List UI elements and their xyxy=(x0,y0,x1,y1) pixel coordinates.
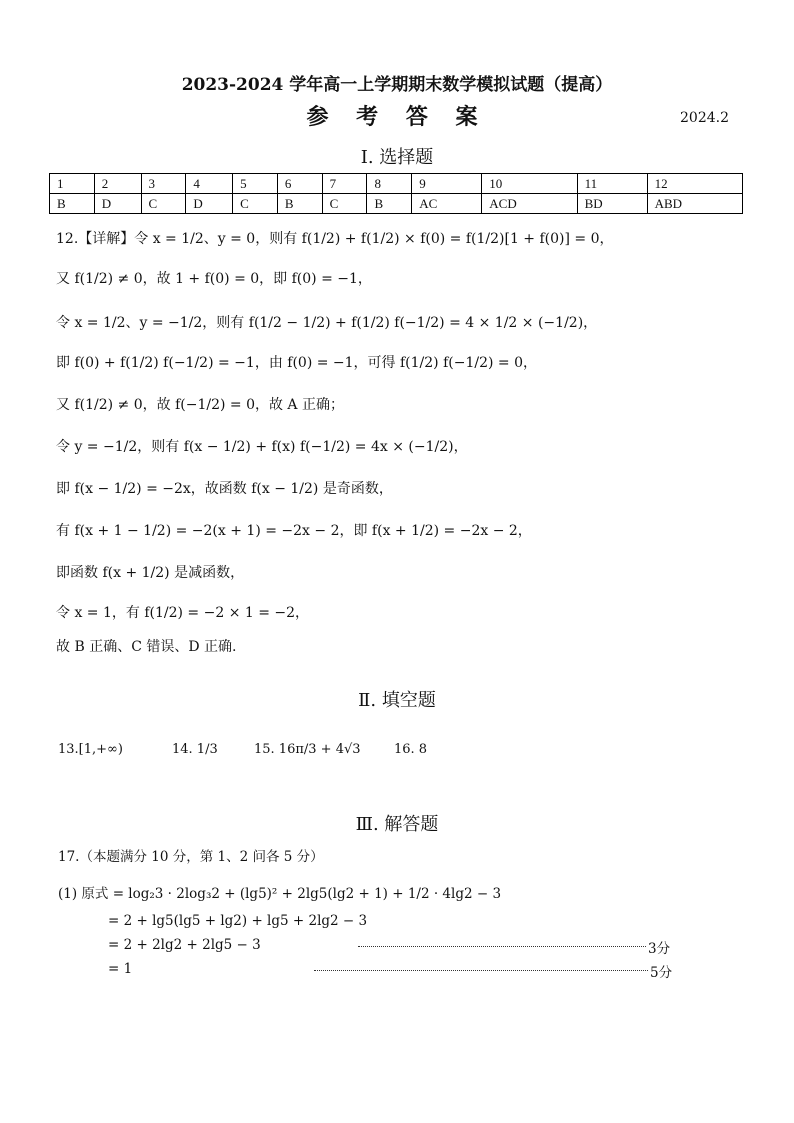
question-number: 10 xyxy=(482,174,577,194)
explanation-line: 又 f(1/2) ≠ 0，故 f(−1/2) = 0，故 A 正确； xyxy=(56,397,344,413)
explanation-line: 即函数 f(x + 1/2) 是减函数， xyxy=(56,565,245,581)
score-label: 3分 xyxy=(648,941,671,957)
section-heading-fill: Ⅱ. 填空题 xyxy=(358,690,436,711)
explanation-line: 又 f(1/2) ≠ 0，故 1 + f(0) = 0，即 f(0) = −1， xyxy=(56,271,372,287)
explanation-line: 令 y = −1/2，则有 f(x − 1/2) + f(x) f(−1/2) = 4x × (−1/2)， xyxy=(56,439,468,455)
question-number: 2 xyxy=(94,174,141,194)
answer-cell: D xyxy=(94,194,141,214)
section-heading-choice: Ⅰ. 选择题 xyxy=(360,147,434,168)
document-title: 2023-2024 学年高一上学期期末数学模拟试题（提高） xyxy=(181,75,613,95)
answer-table xyxy=(49,173,743,214)
question-number: 3 xyxy=(141,174,186,194)
answer-cell: C xyxy=(141,194,186,214)
answer-table-answer-row xyxy=(50,194,743,214)
answer-cell: C xyxy=(233,194,278,214)
answer-table-number-row xyxy=(50,174,743,194)
section-heading-solve: Ⅲ. 解答题 xyxy=(355,814,439,835)
explanation-line: 令 x = 1，有 f(1/2) = −2 × 1 = −2， xyxy=(56,605,310,621)
explanation-line: 12.【详解】令 x = 1/2、y = 0，则有 f(1/2) + f(1/2) × f(0) = f(1/2)[1 + f(0)] = 0， xyxy=(56,231,614,247)
answer-cell: AC xyxy=(412,194,482,214)
answer-cell: C xyxy=(322,194,367,214)
fill-answer-15: 15. 16π/3 + 4√3 xyxy=(254,742,361,757)
answer-cell: D xyxy=(186,194,233,214)
question-number: 4 xyxy=(186,174,233,194)
solution-line: (1) 原式 = log₂3 · 2log₃2 + (lg5)² + 2lg5(lg2 + 1) + 1/2 · 4lg2 − 3 xyxy=(58,886,502,902)
answer-cell: B xyxy=(367,194,412,214)
answer-cell: B xyxy=(50,194,95,214)
explanation-line: 即 f(0) + f(1/2) f(−1/2) = −1，由 f(0) = −1，可得 f(1/2) f(−1/2) = 0， xyxy=(56,355,537,371)
question-number: 9 xyxy=(412,174,482,194)
answer-cell: ABD xyxy=(647,194,742,214)
explanation-line: 故 B 正确、C 错误、D 正确. xyxy=(56,639,237,655)
answer-cell: B xyxy=(277,194,322,214)
score-leader-dots xyxy=(358,946,646,947)
solution-line: = 2 + 2lg2 + 2lg5 − 3 xyxy=(108,937,261,953)
question-number: 12 xyxy=(647,174,742,194)
document-date: 2024.2 xyxy=(680,110,729,126)
question-number: 1 xyxy=(50,174,95,194)
answer-cell: ACD xyxy=(482,194,577,214)
score-label: 5分 xyxy=(650,965,673,981)
question-number: 8 xyxy=(367,174,412,194)
fill-answer-14: 14. 1/3 xyxy=(172,742,218,757)
question-number: 5 xyxy=(233,174,278,194)
solution-line: = 1 xyxy=(108,961,133,977)
fill-answer-16: 16. 8 xyxy=(394,742,428,757)
explanation-line: 有 f(x + 1 − 1/2) = −2(x + 1) = −2x − 2，即 f(x + 1/2) = −2x − 2， xyxy=(56,523,532,539)
question-number: 11 xyxy=(577,174,647,194)
explanation-line: 令 x = 1/2、y = −1/2，则有 f(1/2 − 1/2) + f(1/2) f(−1/2) = 4 × 1/2 × (−1/2)， xyxy=(56,315,598,331)
question-17-header: 17.（本题满分 10 分，第 1、2 问各 5 分） xyxy=(58,849,324,865)
score-leader-dots xyxy=(314,970,648,971)
answer-cell: BD xyxy=(577,194,647,214)
document-subtitle: 参 考 答 案 xyxy=(306,104,488,130)
question-number: 6 xyxy=(277,174,322,194)
question-number: 7 xyxy=(322,174,367,194)
solution-line: = 2 + lg5(lg5 + lg2) + lg5 + 2lg2 − 3 xyxy=(108,913,368,929)
fill-answer-13: 13.[1,+∞) xyxy=(58,742,123,757)
explanation-line: 即 f(x − 1/2) = −2x，故函数 f(x − 1/2) 是奇函数， xyxy=(56,481,393,497)
